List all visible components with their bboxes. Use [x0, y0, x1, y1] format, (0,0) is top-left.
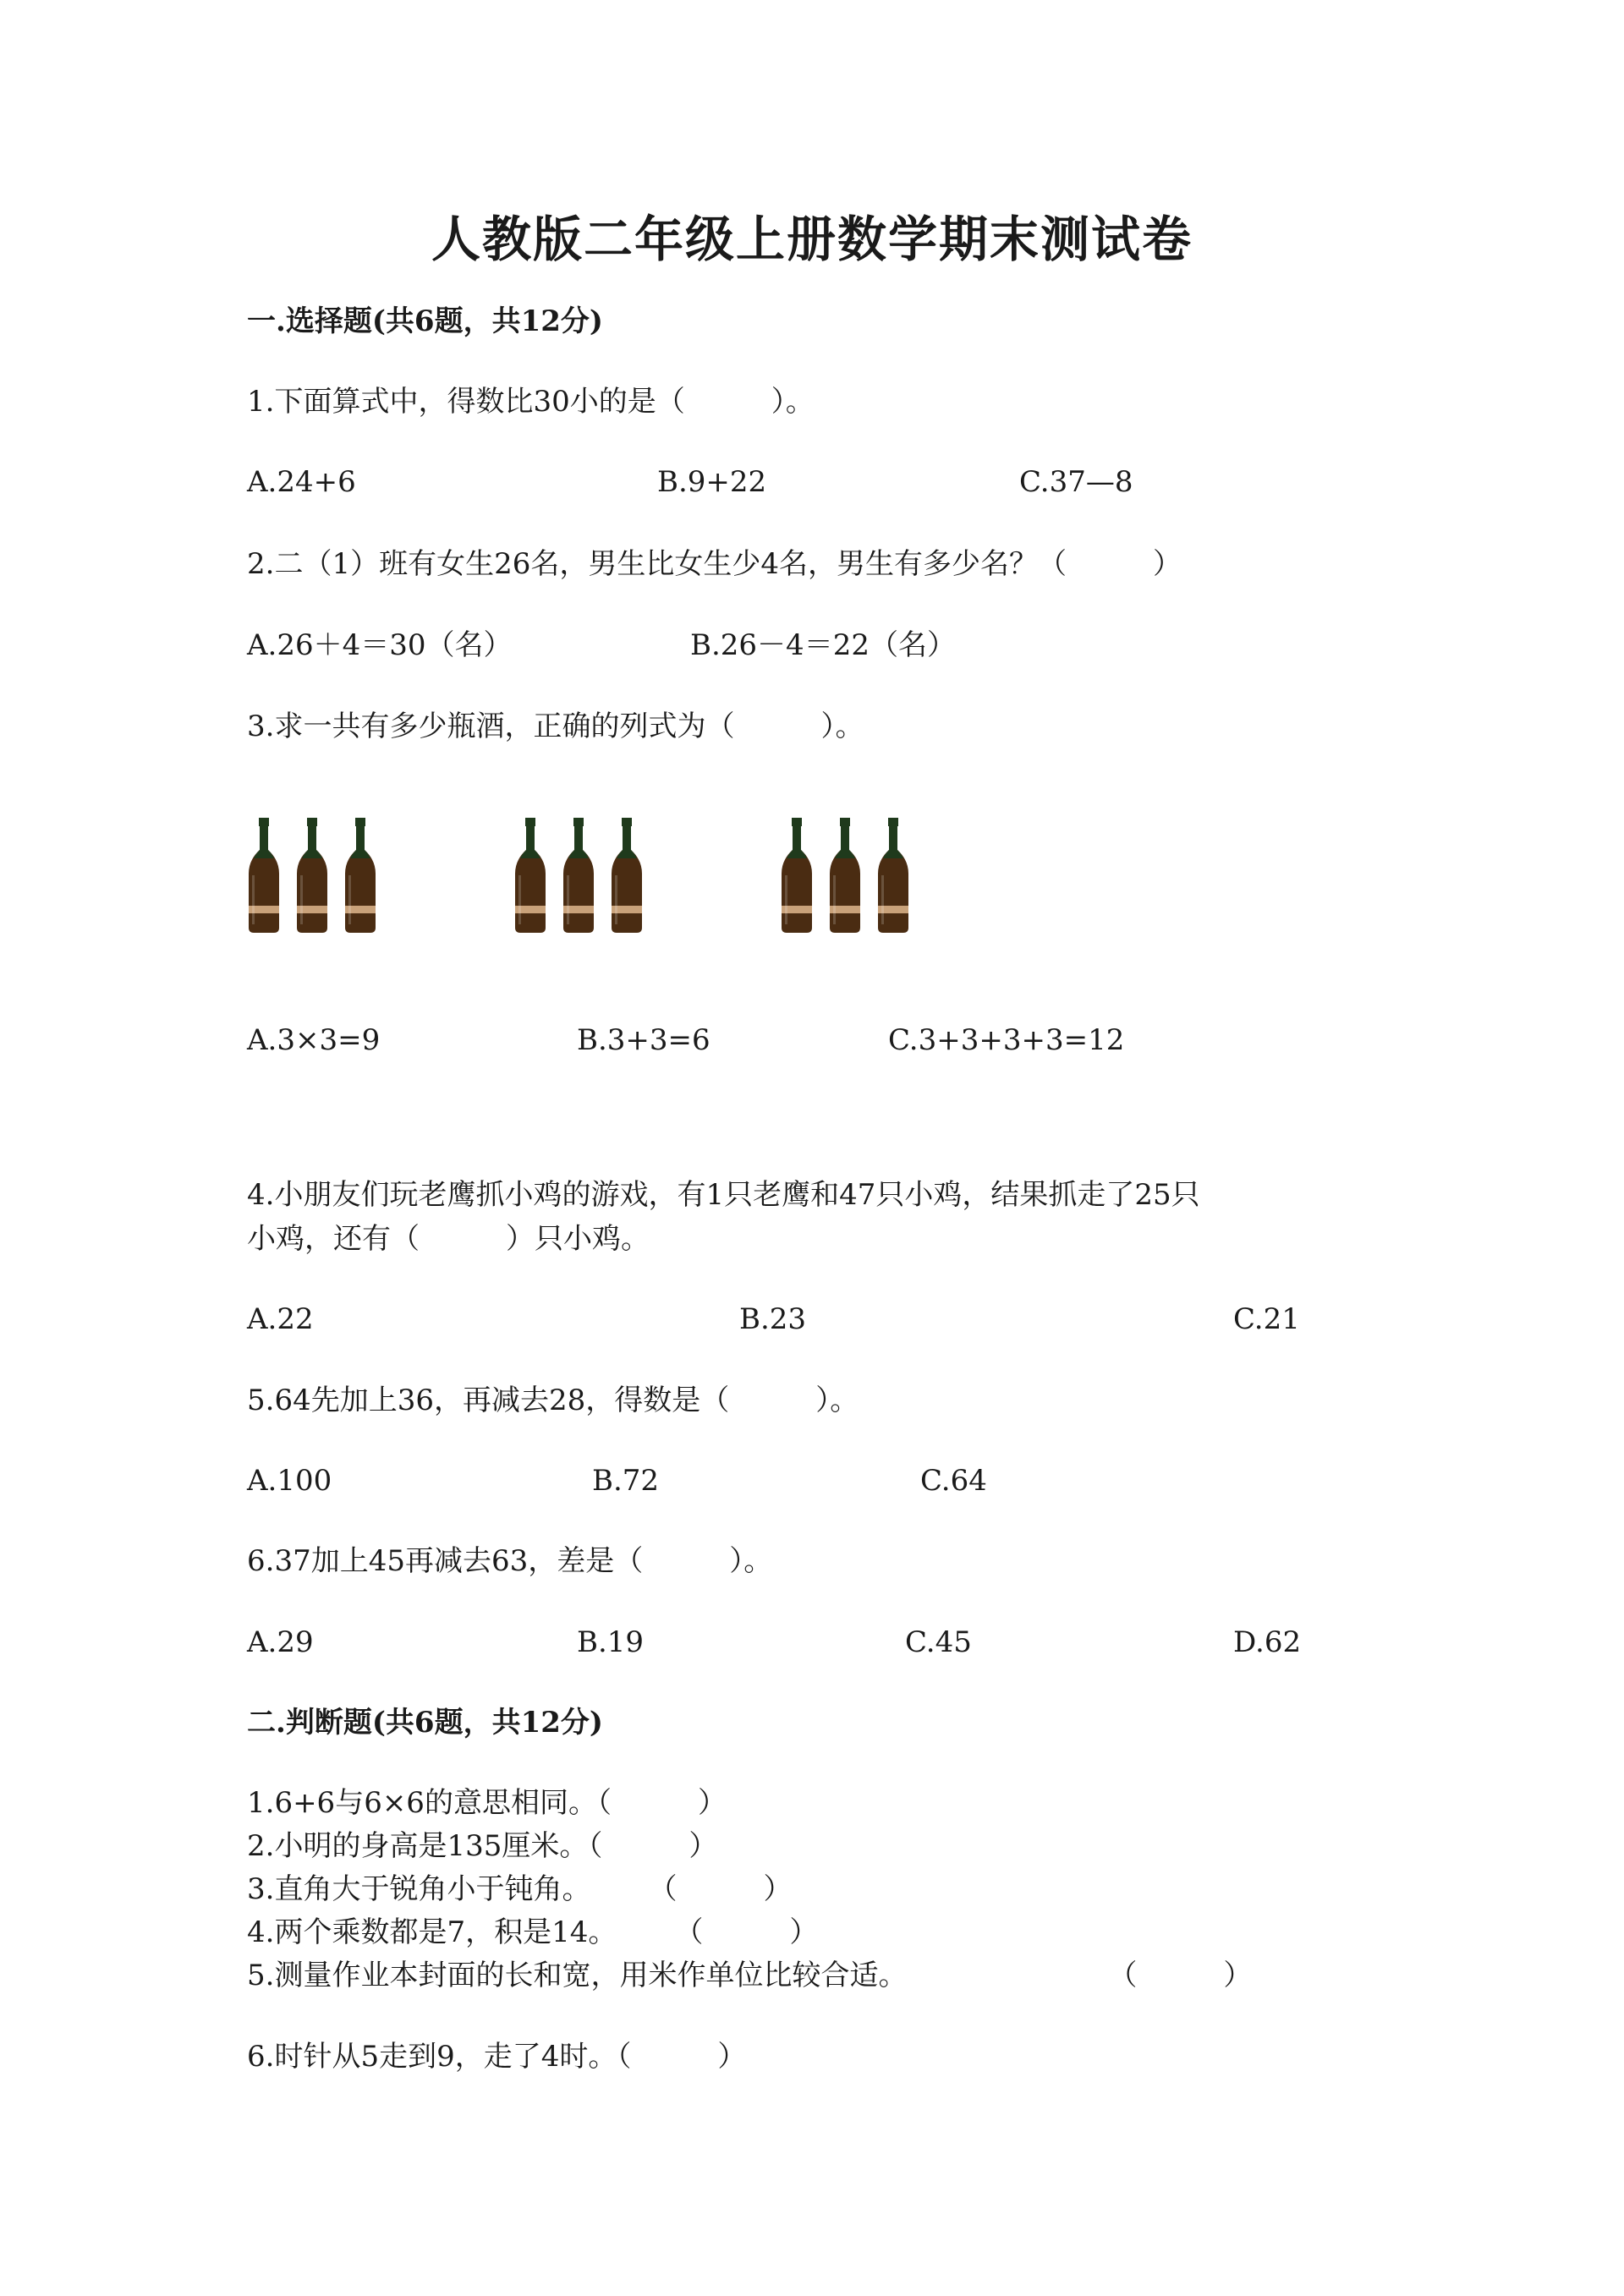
q1-option-b: B.9+22: [657, 465, 767, 499]
q1-option-a: A.24+6: [247, 465, 356, 499]
wine-bottle-icon: [876, 816, 910, 934]
wine-bottle-icon: [295, 816, 329, 934]
section-heading-choice: 一.选择题(共6题，共12分): [247, 304, 603, 338]
judgement-item: 3.直角大于锐角小于钝角。 （ ）: [247, 1872, 793, 1906]
wine-bottle-icon: [247, 816, 281, 934]
question-4-line-2: 小鸡，还有（ ）只小鸡。: [247, 1222, 650, 1256]
q5-option-b: B.72: [592, 1464, 660, 1498]
q5-option-a: A.100: [247, 1464, 332, 1498]
q3-option-c: C.3+3+3+3=12: [888, 1023, 1125, 1057]
question-6: 6.37加上45再减去63，差是（ ）。: [247, 1544, 773, 1578]
q6-option-d: D.62: [1233, 1625, 1302, 1659]
q1-option-c: C.37—8: [1019, 465, 1133, 499]
judgement-item: 5.测量作业本封面的长和宽，用米作单位比较合适。 （ ）: [247, 1959, 1253, 1992]
judgement-item: 2.小明的身高是135厘米。（ ）: [247, 1829, 718, 1863]
wine-bottle-icon: [610, 816, 644, 934]
wine-bottle-icon: [780, 816, 814, 934]
q4-option-c: C.21: [1233, 1302, 1300, 1336]
bottle-illustration: [247, 816, 941, 943]
q2-option-b: B.26－4＝22（名）: [690, 628, 956, 662]
judgement-item: 1.6+6与6×6的意思相同。（ ）: [247, 1786, 727, 1820]
q3-option-a: A.3×3=9: [247, 1023, 381, 1057]
q6-option-a: A.29: [247, 1625, 314, 1659]
q2-option-a: A.26＋4＝30（名）: [247, 628, 513, 662]
question-2: 2.二（1）班有女生26名，男生比女生少4名，男生有多少名？（ ）: [247, 547, 1182, 581]
wine-bottle-icon: [562, 816, 595, 934]
question-4-line-1: 4.小朋友们玩老鹰抓小鸡的游戏，有1只老鹰和47只小鸡，结果抓走了25只: [247, 1178, 1200, 1212]
question-5: 5.64先加上36，再减去28，得数是（ ）。: [247, 1384, 859, 1417]
q6-option-c: C.45: [905, 1625, 972, 1659]
q4-option-b: B.23: [739, 1302, 807, 1336]
wine-bottle-icon: [828, 816, 862, 934]
q6-option-b: B.19: [577, 1625, 645, 1659]
judgement-item: 6.时针从5走到9，走了4时。（ ）: [247, 2040, 747, 2074]
q5-option-c: C.64: [920, 1464, 987, 1498]
judgement-item: 4.两个乘数都是7，积是14。 （ ）: [247, 1915, 819, 1949]
question-1: 1.下面算式中，得数比30小的是（ ）。: [247, 385, 815, 419]
wine-bottle-icon: [513, 816, 547, 934]
q4-option-a: A.22: [247, 1302, 314, 1336]
page-title: 人教版二年级上册数学期末测试卷: [431, 211, 1193, 268]
q3-option-b: B.3+3=6: [577, 1023, 710, 1057]
question-3: 3.求一共有多少瓶酒，正确的列式为（ ）。: [247, 710, 864, 743]
section-heading-judgement: 二.判断题(共6题，共12分): [247, 1706, 603, 1740]
wine-bottle-icon: [343, 816, 377, 934]
